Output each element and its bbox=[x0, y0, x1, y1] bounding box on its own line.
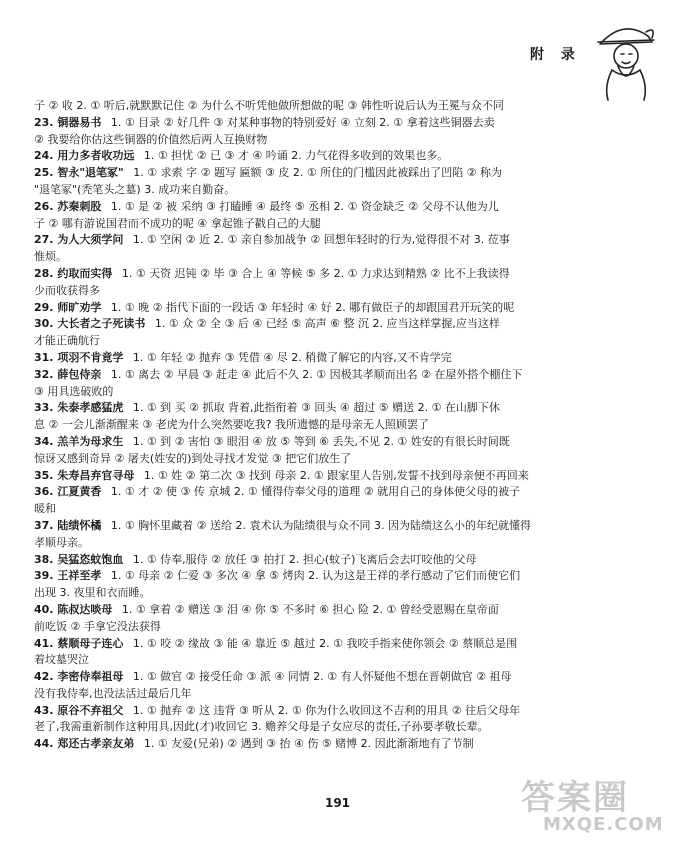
answer-line bbox=[34, 719, 624, 736]
entry-title: 用力多者收功远 bbox=[57, 149, 135, 163]
continuation-text: 才能正确航行 bbox=[34, 334, 100, 348]
entry-title: 王祥至孝 bbox=[57, 569, 102, 583]
answer-key-body bbox=[34, 98, 624, 753]
entry-title: 原谷不弃祖父 bbox=[57, 703, 124, 717]
entry-number: 33. bbox=[34, 401, 58, 415]
entry-number: 43. bbox=[34, 703, 58, 717]
entry-title: 陈叔达啖母 bbox=[57, 602, 113, 616]
answer-line bbox=[34, 249, 624, 266]
entry-title: 郑还古孝亲友弟 bbox=[57, 737, 135, 751]
page-number: 191 bbox=[324, 796, 351, 810]
entry-title: 苏秦刺股 bbox=[57, 199, 102, 213]
entry-number: 38. bbox=[34, 552, 58, 566]
continuation-text: 前吃饭 ② 手拿它没法获得 bbox=[34, 619, 161, 633]
entry-answers: 1. ① 友爱(兄弟) ② 遇到 ③ 抬 ④ 伤 ⑤ 赌博 2. 因此渐渐地有了节制 bbox=[140, 737, 474, 751]
entry-answers: 1. ① 年轻 ② 抛弃 ③ 凭借 ④ 尽 2. 稍微了解它的内容,又不肯学完 bbox=[129, 350, 452, 364]
entry-number: 26. bbox=[34, 199, 58, 213]
entry-answers: 1. ① 姓 ② 第二次 ③ 找到 母亲 2. ① 跟家里人告别,发誓不找到母亲便不再回来 bbox=[140, 468, 529, 482]
answer-line bbox=[34, 98, 624, 115]
entry-answers: 1. ① 拿着 ② 赠送 ③ 泪 ④ 你 ⑤ 不多时 ⑥ 担心 险 2. ① 曾经受恩赐在皇帝面 bbox=[118, 602, 499, 616]
answer-line bbox=[34, 484, 624, 501]
entry-answers: 1. ① 空闲 ② 近 2. ① 亲自参加战争 ② 回想年轻时的行为,觉得很不对 3. 莅事 bbox=[129, 233, 510, 247]
entry-answers: 1. ① 做官 ② 接受任命 ③ 派 ④ 同情 2. ① 有人怀疑他不想在晋朝做官 ② 祖母 bbox=[129, 670, 512, 684]
entry-answers: 1. ① 是 ② 被 采纳 ③ 打瞌睡 ④ 最终 ⑤ 丞相 2. ① 资金缺乏 ② 父母不认他为儿 bbox=[107, 199, 499, 213]
entry-answers: 1. ① 众 ② 全 ③ 后 ④ 已经 ⑤ 高声 ⑥ 整 沉 2. 应当这样掌握,应当这样 bbox=[151, 317, 500, 331]
entry-title: 朱泰孝感猛虎 bbox=[57, 401, 124, 415]
site-watermark bbox=[515, 770, 675, 840]
entry-number: 40. bbox=[34, 602, 58, 616]
entry-answers: 1. ① 到 ② 害怕 ③ 眼泪 ④ 放 ⑤ 等到 ⑥ 丢失,不见 2. ① 姓安的有很长时间既 bbox=[129, 434, 510, 448]
answer-line bbox=[34, 115, 624, 132]
answer-line bbox=[34, 182, 624, 199]
answer-line bbox=[34, 669, 624, 686]
answer-line bbox=[34, 266, 624, 283]
entry-number: 28. bbox=[34, 266, 58, 280]
entry-title: 陆绩怀橘 bbox=[57, 518, 102, 532]
appendix-header-title: 附 录 bbox=[530, 47, 581, 63]
answer-line bbox=[34, 736, 624, 753]
answer-line bbox=[34, 518, 624, 535]
continuation-text: ③ 用具选破败的 bbox=[34, 384, 114, 398]
answer-line bbox=[34, 417, 624, 434]
entry-answers: 1. ① 抛弃 ② 这 违背 ③ 听从 2. ① 你为什么收回这不吉利的用具 ② 往后父母年 bbox=[129, 703, 521, 717]
answer-line bbox=[34, 316, 624, 333]
answer-line bbox=[34, 636, 624, 653]
scholar-illustration bbox=[590, 18, 660, 102]
entry-answers: 1. ① 胸怀里藏着 ② 送给 2. 袁术认为陆绩很与众不同 3. 因为陆绩这么小的年纪就懂得 bbox=[107, 518, 532, 532]
answer-line bbox=[34, 367, 624, 384]
answer-line bbox=[34, 568, 624, 585]
entry-title: 智永"退笔冢" bbox=[57, 166, 124, 180]
entry-title: 大长者之子死读书 bbox=[57, 317, 146, 331]
continuation-text: 惟烦。 bbox=[34, 250, 67, 264]
continuation-text: 老了,我需重新制作这种用具,因此(才)收回它 3. 赡养父母是子女应尽的责任,子孙要孝敬长辈。 bbox=[34, 720, 489, 734]
answer-line bbox=[34, 619, 624, 636]
entry-number: 27. bbox=[34, 233, 58, 247]
entry-number: 23. bbox=[34, 115, 58, 129]
answer-line bbox=[34, 165, 624, 182]
entry-number: 24. bbox=[34, 149, 58, 163]
continuation-text: 出现 3. 夜里和衣而睡。 bbox=[34, 586, 151, 600]
entry-title: 为人大须学问 bbox=[57, 233, 124, 247]
entry-title: 吴猛恣蚊饱血 bbox=[57, 552, 124, 566]
entry-title: 蔡顺母子连心 bbox=[57, 636, 124, 650]
entry-title: 铜器易书 bbox=[57, 115, 102, 129]
entry-number: 34. bbox=[34, 434, 58, 448]
entry-number: 37. bbox=[34, 518, 58, 532]
entry-title: 项羽不肯竟学 bbox=[57, 350, 124, 364]
continuation-text: ② 我要给你估这些铜器的价值然后两人互换财物 bbox=[34, 132, 268, 146]
entry-answers: 1. ① 母亲 ② 仁爱 ③ 多次 ④ 拿 ⑤ 烤肉 2. 认为这是王祥的孝行感动了它们而使它们 bbox=[107, 569, 521, 583]
answer-line bbox=[34, 451, 624, 468]
entry-number: 30. bbox=[34, 317, 58, 331]
watermark-main-text: 答案圈 bbox=[521, 778, 629, 818]
entry-answers: 1. ① 才 ② 使 ③ 传 京城 2. ① 懂得侍奉父母的道理 ② 就用自己的身体使父母的被子 bbox=[107, 485, 521, 499]
continuation-text: 子 ② 哪有游说国君而不成功的呢 ④ 拿起锥子戳自己的大腿 bbox=[34, 216, 321, 230]
answer-line bbox=[34, 552, 624, 569]
entry-answers: 1. ① 天资 迟钝 ② 毕 ③ 合上 ④ 等候 ⑤ 多 2. ① 力求达到精熟 ② 比不上我读得 bbox=[118, 266, 510, 280]
entry-title: 江夏黄香 bbox=[57, 485, 102, 499]
entry-answers: 1. ① 晚 ② 指代下面的一段话 ③ 年轻时 ④ 好 2. 哪有做臣子的却跟国君开玩笑的呢 bbox=[107, 300, 515, 314]
continuation-text: "退笔冢"(秃笔头之墓) 3. 成功来自勤奋。 bbox=[34, 182, 236, 196]
entry-answers: 1. ① 到 买 ② 抓取 背着,此指衔着 ③ 回头 ④ 超过 ⑤ 赠送 2. ① 在山脚下休 bbox=[129, 401, 500, 415]
entry-number: 39. bbox=[34, 569, 58, 583]
continuation-text: 少而收获得多 bbox=[34, 283, 100, 297]
watermark-site-text: MXQE.COM bbox=[543, 814, 664, 835]
entry-number: 25. bbox=[34, 166, 58, 180]
answer-line bbox=[34, 216, 624, 233]
answer-line bbox=[34, 468, 624, 485]
answer-line bbox=[34, 132, 624, 149]
continuation-text: 暖和 bbox=[34, 502, 56, 516]
entry-number: 41. bbox=[34, 636, 58, 650]
entry-number: 32. bbox=[34, 367, 58, 381]
answer-line bbox=[34, 333, 624, 350]
continuation-text: 惊讶又感到奇异 ② 屠夫(姓安的)到处寻找才发觉 ③ 把它们放生了 bbox=[34, 451, 352, 465]
entry-title: 朱寿昌弃官寻母 bbox=[57, 468, 135, 482]
answer-line bbox=[34, 585, 624, 602]
entry-number: 42. bbox=[34, 670, 58, 684]
entry-title: 李密侍奉祖母 bbox=[57, 670, 124, 684]
answer-line bbox=[34, 434, 624, 451]
entry-title: 约取而实得 bbox=[57, 266, 113, 280]
entry-number: 29. bbox=[34, 300, 58, 314]
answer-line bbox=[34, 400, 624, 417]
continuation-text: 子 ② 收 2. ① 听后,就默默记住 ② 为什么不听凭他做所想做的呢 ③ 韩性听说后认为王冕与众不同 bbox=[34, 99, 504, 112]
answer-line bbox=[34, 703, 624, 720]
answer-line bbox=[34, 300, 624, 317]
entry-number: 44. bbox=[34, 737, 58, 751]
answer-line bbox=[34, 350, 624, 367]
entry-number: 31. bbox=[34, 350, 58, 364]
entry-title: 羔羊为母求生 bbox=[57, 434, 124, 448]
answer-line bbox=[34, 652, 624, 669]
answer-line bbox=[34, 148, 624, 165]
entry-answers: 1. ① 目录 ② 好几件 ③ 对某种事物的特别爱好 ④ 立刻 2. ① 拿着这些铜器去卖 bbox=[107, 115, 495, 129]
continuation-text: 没有我侍奉,也没法活过最后几年 bbox=[34, 686, 192, 700]
answer-line bbox=[34, 232, 624, 249]
entry-title: 薛包侍亲 bbox=[57, 367, 102, 381]
continuation-text: 孝顺母亲。 bbox=[34, 535, 89, 549]
entry-answers: 1. ① 离去 ② 早晨 ③ 赶走 ④ 此后不久 2. ① 因极其孝顺而出名 ② 在屋外搭个棚住下 bbox=[107, 367, 523, 381]
entry-answers: 1. ① 担忧 ② 已 ③ 才 ④ 吟诵 2. 力气花得多收到的效果也多。 bbox=[140, 149, 449, 163]
continuation-text: 着坟墓哭泣 bbox=[34, 653, 89, 667]
entry-answers: 1. ① 咬 ② 缘故 ③ 能 ④ 靠近 ⑤ 越过 2. ① 我咬手指来使你领会 ② 蔡顺总是围 bbox=[129, 636, 518, 650]
answer-line bbox=[34, 283, 624, 300]
entry-title: 师旷劝学 bbox=[57, 300, 102, 314]
answer-line bbox=[34, 686, 624, 703]
entry-number: 36. bbox=[34, 485, 58, 499]
entry-answers: 1. ① 求索 字 ② 题写 匾额 ③ 皮 2. ① 所住的门槛因此被踩出了凹陷 ② 称为 bbox=[129, 166, 503, 180]
answer-line bbox=[34, 602, 624, 619]
entry-answers: 1. ① 侍奉,服侍 ② 放任 ③ 拍打 2. 担心(蚊子)飞离后会去叮咬他的父母 bbox=[129, 552, 477, 566]
answer-line bbox=[34, 501, 624, 518]
answer-line bbox=[34, 384, 624, 401]
answer-line bbox=[34, 199, 624, 216]
answer-line bbox=[34, 535, 624, 552]
entry-number: 35. bbox=[34, 468, 58, 482]
continuation-text: 息 ② 一会儿渐渐醒来 ③ 老虎为什么突然要吃我? 我所遗憾的是母亲无人照顾罢了 bbox=[34, 418, 430, 432]
